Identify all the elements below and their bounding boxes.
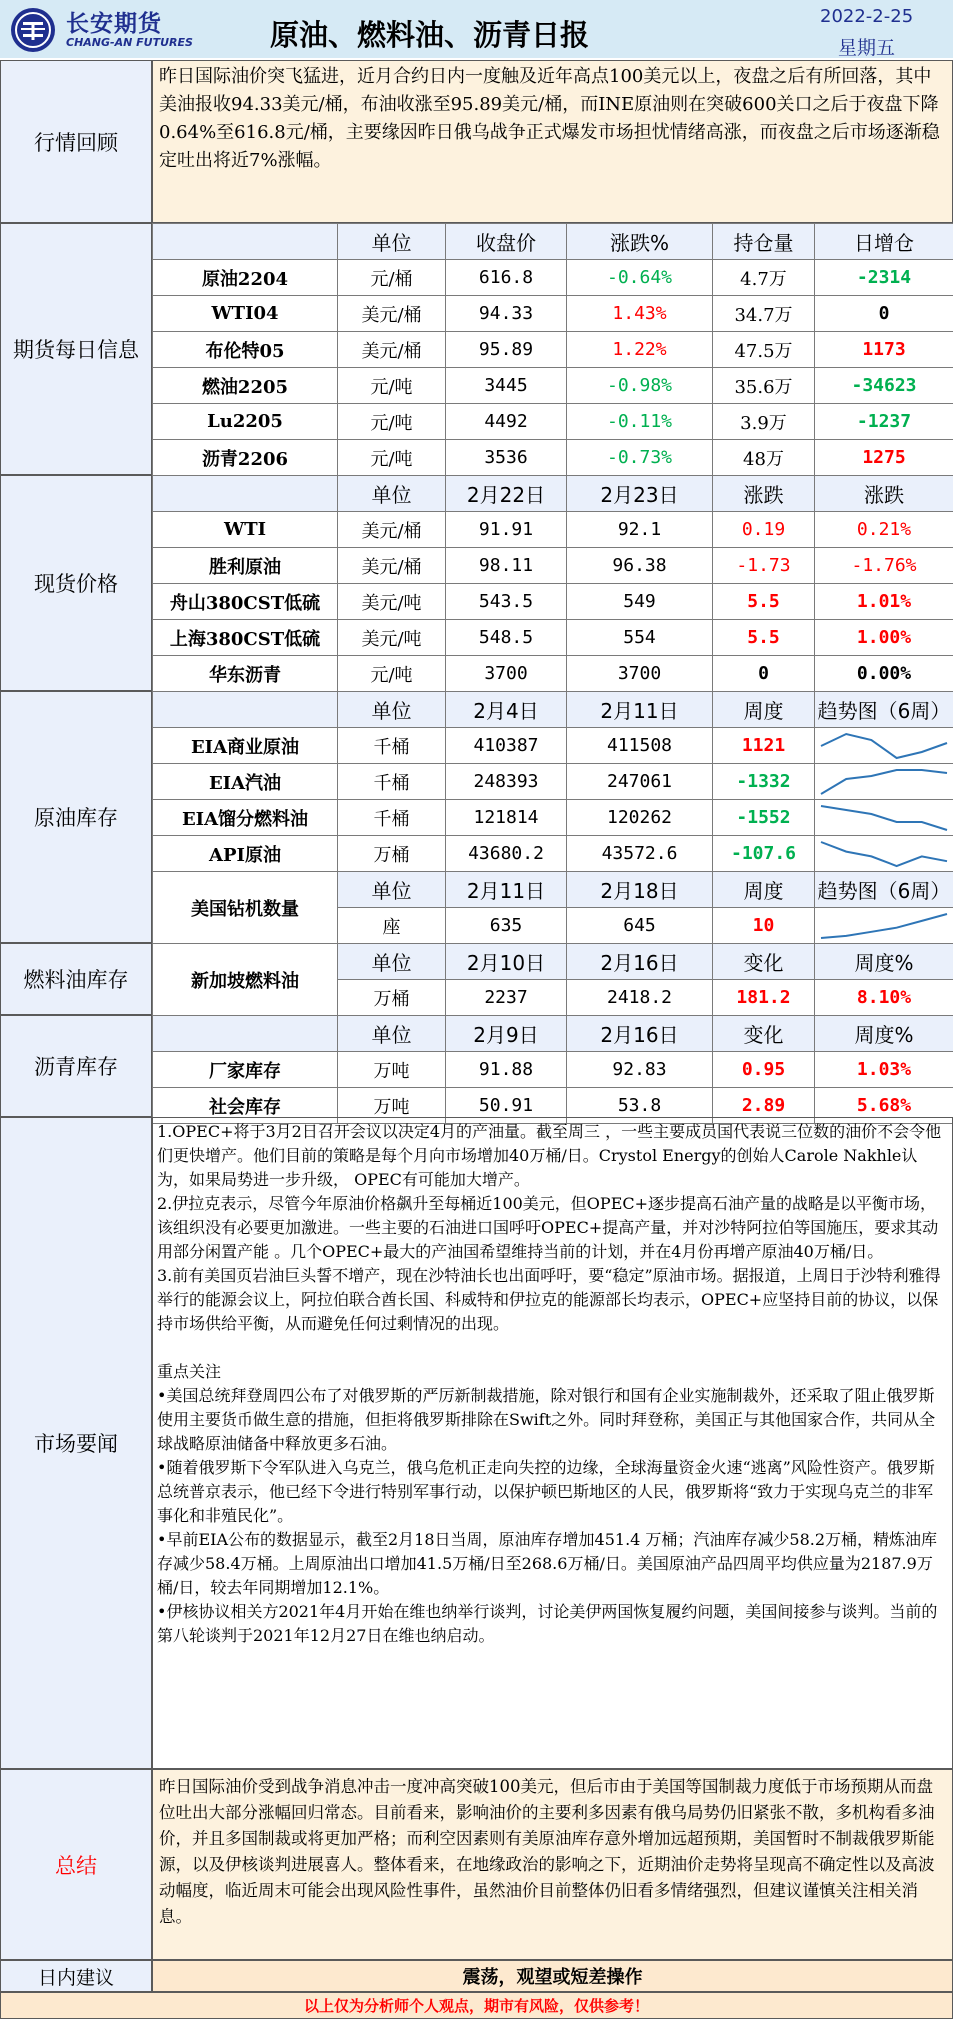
crude-name: EIA商业原油	[153, 728, 338, 764]
asphalt-chg: 0.95	[713, 1052, 815, 1088]
trend-sparkline	[819, 731, 949, 761]
asphalt-header-row	[153, 1016, 953, 1052]
trend-line	[821, 734, 947, 758]
crude-chg: -107.6	[713, 836, 815, 872]
crude-unit: 千桶	[338, 764, 446, 800]
spot-d1: 91.91	[446, 512, 567, 548]
crude-header-d1: 2月4日	[446, 692, 567, 728]
review-text: 昨日国际油价突飞猛进，近月合约日内一度触及近年高点100美元以上，夜盘之后有所回落，其中美油报收94.33美元/桶，布油收涨至95.89美元/桶，而INE原油则在突破600关口之后于夜盘下降0.64%至616.8元/桶，主要缘因昨日俄乌战争正式爆发市场担忧情绪高涨，而夜盘之后市场逐渐稳定吐出将近7%涨幅。	[152, 60, 953, 223]
asphalt-d2: 53.8	[567, 1088, 713, 1124]
asphalt-pct: 1.03%	[815, 1052, 953, 1088]
futures-name: 布伦特05	[153, 332, 338, 368]
asphalt-d2: 92.83	[567, 1052, 713, 1088]
fuel-pct: 8.10%	[815, 980, 953, 1016]
spot-d1: 3700	[446, 656, 567, 692]
spot-row	[153, 548, 953, 584]
crude-chg: -1332	[713, 764, 815, 800]
spot-name: 胜利原油	[153, 548, 338, 584]
crude-row	[153, 728, 953, 764]
futures-oi: 4.7万	[713, 260, 815, 296]
asphalt-name: 厂家库存	[153, 1052, 338, 1088]
crude-trend	[815, 800, 953, 836]
asphalt-header-d2: 2月16日	[567, 1016, 713, 1052]
crude-row	[153, 764, 953, 800]
crude-chg: 1121	[713, 728, 815, 764]
section-label-fuel-stock: 燃料油库存	[0, 943, 152, 1015]
spot-d1: 543.5	[446, 584, 567, 620]
spot-d2: 554	[567, 620, 713, 656]
crude-d1: 43680.2	[446, 836, 567, 872]
report-title: 原油、燃料油、沥青日报	[270, 18, 590, 52]
spot-name: 上海380CST低硫	[153, 620, 338, 656]
spot-name: 华东沥青	[153, 656, 338, 692]
report-header	[0, 0, 953, 60]
futures-change: 1.43%	[567, 296, 713, 332]
crude-header-trend: 趋势图（6周）	[815, 692, 953, 728]
futures-row	[153, 368, 953, 404]
crude-d2: 120262	[567, 800, 713, 836]
futures-name: WTI04	[153, 296, 338, 332]
fuel-unit: 万桶	[338, 980, 446, 1016]
crude-trend	[815, 764, 953, 800]
rig-header-trend: 趋势图（6周）	[815, 872, 953, 908]
spot-unit: 美元/吨	[338, 620, 446, 656]
trend-sparkline	[819, 839, 949, 869]
spot-chg: 0.19	[713, 512, 815, 548]
crude-d1: 121814	[446, 800, 567, 836]
section-label-summary: 总结	[0, 1769, 152, 1960]
rig-d1: 635	[446, 908, 567, 944]
fuel-header-d2: 2月16日	[567, 944, 713, 980]
crude-chg: -1552	[713, 800, 815, 836]
spot-unit: 美元/桶	[338, 512, 446, 548]
futures-close: 95.89	[446, 332, 567, 368]
crude-unit: 千桶	[338, 800, 446, 836]
futures-oi: 48万	[713, 440, 815, 476]
trend-line	[821, 914, 947, 938]
crude-name: API原油	[153, 836, 338, 872]
rig-header-unit: 单位	[338, 872, 446, 908]
disclaimer-footer: 以上仅为分析师个人观点，期市有风险，仅供参考！	[0, 1992, 953, 2019]
news-paragraph: 3.前有美国页岩油巨头誓不增产，现在沙特油长也出面呼吁，要“稳定”原油市场。据报道，上周日于沙特利雅得举行的能源会议上，阿拉伯联合酋长国、科威特和伊拉克的能源部长均表示，OPEC+应坚持目前的协议，以保持市场供给平衡，从而避免任何过剩情况的出现。	[157, 1266, 941, 1333]
fuel-header-chg: 变化	[713, 944, 815, 980]
section-label-review: 行情回顾	[0, 60, 152, 223]
crude-name: EIA汽油	[153, 764, 338, 800]
rig-header-row	[153, 872, 953, 908]
spot-header-blank	[153, 476, 338, 512]
futures-oi: 35.6万	[713, 368, 815, 404]
spot-header-pct: 涨跌	[815, 476, 953, 512]
crude-d1: 248393	[446, 764, 567, 800]
news-focus-item: •随着俄罗斯下令军队进入乌克兰，俄乌危机正走向失控的边缘，全球海量资金火速“逃离”风险性资产。俄罗斯总统普京表示，他已经下令进行特别军事行动，以保护顿巴斯地区的人民，俄罗斯将“致力于实现乌克兰的非军事化和非殖民化”。	[157, 1458, 935, 1525]
spot-pct: 0.00%	[815, 656, 953, 692]
fuel-header-unit: 单位	[338, 944, 446, 980]
crude-header-row	[153, 692, 953, 728]
summary-text: 昨日国际油价受到战争消息冲击一度冲高突破100美元，但后市由于美国等国制裁力度低于市场预期从而盘位吐出大部分涨幅回归常态。目前看来，影响油价的主要利多因素有俄乌局势仍旧紧张不散，多机构看多油价，并且多国制裁或将更加严格；而利空因素则有美原油库存意外增加远超预期，美国暂时不制裁俄罗斯能源，以及伊核谈判进展喜人。整体看来，在地缘政治的影响之下，近期油价走势将呈现高不确定性以及高波动幅度，临近周末可能会出现风险性事件，虽然油价目前整体仍旧看多情绪强烈，但建议谨慎关注相关消息。	[152, 1769, 953, 1960]
asphalt-pct: 5.68%	[815, 1088, 953, 1124]
section-label-asphalt-stock: 沥青库存	[0, 1015, 152, 1117]
rig-trend	[815, 908, 953, 944]
fuel-d2: 2418.2	[567, 980, 713, 1016]
crude-trend	[815, 728, 953, 764]
spot-row	[153, 656, 953, 692]
futures-name: 沥青2206	[153, 440, 338, 476]
spot-pct: 1.00%	[815, 620, 953, 656]
fuel-header-row	[153, 944, 953, 980]
company-name-en: CHANG-AN FUTURES	[66, 36, 193, 49]
crude-d2: 247061	[567, 764, 713, 800]
futures-add: -1237	[815, 404, 953, 440]
company-name-cn: 长安期货	[66, 11, 162, 37]
futures-name: 原油2204	[153, 260, 338, 296]
trend-line	[821, 842, 947, 866]
futures-row	[153, 260, 953, 296]
asphalt-d1: 91.88	[446, 1052, 567, 1088]
market-news	[152, 1117, 953, 1769]
futures-close: 3445	[446, 368, 567, 404]
spot-d1: 548.5	[446, 620, 567, 656]
spot-unit: 元/吨	[338, 656, 446, 692]
asphalt-stock-table	[152, 1015, 953, 1124]
futures-header-row	[153, 224, 953, 260]
futures-header-blank	[153, 224, 338, 260]
futures-row	[153, 296, 953, 332]
futures-header-add: 日增仓	[815, 224, 953, 260]
asphalt-header-chg: 变化	[713, 1016, 815, 1052]
section-label-advice: 日内建议	[0, 1960, 152, 1992]
futures-change: 1.22%	[567, 332, 713, 368]
futures-oi: 34.7万	[713, 296, 815, 332]
crude-trend	[815, 836, 953, 872]
spot-d2: 92.1	[567, 512, 713, 548]
spot-name: WTI	[153, 512, 338, 548]
spot-d1: 98.11	[446, 548, 567, 584]
trend-sparkline	[819, 911, 949, 941]
section-label-crude-stock: 原油库存	[0, 691, 152, 943]
section-label-news: 市场要闻	[0, 1117, 152, 1769]
spot-d2: 3700	[567, 656, 713, 692]
crude-unit: 千桶	[338, 728, 446, 764]
futures-header-change: 涨跌%	[567, 224, 713, 260]
spot-d2: 549	[567, 584, 713, 620]
spot-unit: 美元/吨	[338, 584, 446, 620]
spot-pct: -1.76%	[815, 548, 953, 584]
news-focus-item: •美国总统拜登周四公布了对俄罗斯的严厉新制裁措施，除对银行和国有企业实施制裁外，还采取了阻止俄罗斯使用主要货币做生意的措施，但拒将俄罗斯排除在Swift之外。同时拜登称，美国正与其他国家合作，共同从全球战略原油储备中释放更多石油。	[157, 1386, 936, 1453]
section-label-spot: 现货价格	[0, 475, 152, 691]
futures-row	[153, 404, 953, 440]
news-focus-item: •早前EIA公布的数据显示，截至2月18日当周，原油库存增加451.4 万桶；汽油库存减少58.2万桶，精炼油库存减少58.4万桶。上周原油出口增加41.5万桶/日至268.6万桶/日。美国原油产品四周平均供应量为2187.9万桶/日，较去年同期增加12.1%。	[157, 1530, 938, 1597]
futures-unit: 元/桶	[338, 260, 446, 296]
fuel-stock-name: 新加坡燃料油	[153, 944, 338, 1016]
crude-header-d2: 2月11日	[567, 692, 713, 728]
futures-name: 燃油2205	[153, 368, 338, 404]
spot-header-unit: 单位	[338, 476, 446, 512]
futures-close: 616.8	[446, 260, 567, 296]
spot-header-d2: 2月23日	[567, 476, 713, 512]
futures-unit: 元/吨	[338, 368, 446, 404]
futures-row	[153, 332, 953, 368]
intraday-advice: 震荡，观望或短差操作	[152, 1960, 953, 1992]
futures-add: 0	[815, 296, 953, 332]
spot-row	[153, 584, 953, 620]
futures-unit: 元/吨	[338, 404, 446, 440]
spot-header-chg: 涨跌	[713, 476, 815, 512]
crude-row	[153, 800, 953, 836]
futures-close: 3536	[446, 440, 567, 476]
futures-table	[152, 223, 953, 476]
futures-header-unit: 单位	[338, 224, 446, 260]
futures-add: 1275	[815, 440, 953, 476]
futures-oi: 3.9万	[713, 404, 815, 440]
rig-count-name: 美国钻机数量	[153, 872, 338, 944]
futures-close: 94.33	[446, 296, 567, 332]
futures-unit: 美元/桶	[338, 332, 446, 368]
futures-change: -0.11%	[567, 404, 713, 440]
asphalt-header-d1: 2月9日	[446, 1016, 567, 1052]
spot-table	[152, 475, 953, 692]
crude-header-blank	[153, 692, 338, 728]
asphalt-unit: 万吨	[338, 1052, 446, 1088]
asphalt-chg: 2.89	[713, 1088, 815, 1124]
crude-d2: 411508	[567, 728, 713, 764]
spot-unit: 美元/桶	[338, 548, 446, 584]
chang-an-logo-icon	[8, 6, 58, 54]
fuel-header-d1: 2月10日	[446, 944, 567, 980]
futures-header-close: 收盘价	[446, 224, 567, 260]
futures-oi: 47.5万	[713, 332, 815, 368]
crude-header-unit: 单位	[338, 692, 446, 728]
futures-add: -34623	[815, 368, 953, 404]
news-focus-item: •伊核协议相关方2021年4月开始在维也纳举行谈判，讨论美伊两国恢复履约问题，美国间接参与谈判。当前的第八轮谈判于2021年12月27日在维也纳启动。	[157, 1602, 938, 1645]
crude-unit: 万桶	[338, 836, 446, 872]
spot-row	[153, 620, 953, 656]
crude-header-chg: 周度	[713, 692, 815, 728]
asphalt-d1: 50.91	[446, 1088, 567, 1124]
futures-unit: 美元/桶	[338, 296, 446, 332]
asphalt-header-unit: 单位	[338, 1016, 446, 1052]
futures-change: -0.64%	[567, 260, 713, 296]
crude-d1: 410387	[446, 728, 567, 764]
asphalt-header-pct: 周度%	[815, 1016, 953, 1052]
futures-change: -0.98%	[567, 368, 713, 404]
futures-header-oi: 持仓量	[713, 224, 815, 260]
trend-line	[821, 770, 947, 794]
crude-row	[153, 836, 953, 872]
news-paragraph: 2.伊拉克表示，尽管今年原油价格飙升至每桶近100美元，但OPEC+逐步提高石油产量的战略是以平衡市场，该组织没有必要更加激进。一些主要的石油进口国呼吁OPEC+提高产量，并对沙特阿拉伯等国施压，要求其动用部分闲置产能 。几个OPEC+最大的产油国希望维持当前的计划，并在4月份再增产原油40万桶/日。	[157, 1194, 939, 1261]
spot-chg: 5.5	[713, 584, 815, 620]
rig-d2: 645	[567, 908, 713, 944]
crude-name: EIA馏分燃料油	[153, 800, 338, 836]
fuel-chg: 181.2	[713, 980, 815, 1016]
spot-row	[153, 512, 953, 548]
spot-chg: 5.5	[713, 620, 815, 656]
rig-chg: 10	[713, 908, 815, 944]
futures-change: -0.73%	[567, 440, 713, 476]
rig-header-chg: 周度	[713, 872, 815, 908]
spot-header-row	[153, 476, 953, 512]
report-date: 2022-2-25	[820, 6, 914, 27]
asphalt-name: 社会库存	[153, 1088, 338, 1124]
fuel-stock-table	[152, 943, 953, 1016]
spot-pct: 0.21%	[815, 512, 953, 548]
rig-unit: 座	[338, 908, 446, 944]
fuel-header-pct: 周度%	[815, 944, 953, 980]
spot-header-d1: 2月22日	[446, 476, 567, 512]
asphalt-row	[153, 1052, 953, 1088]
futures-close: 4492	[446, 404, 567, 440]
fuel-d1: 2237	[446, 980, 567, 1016]
section-label-futures: 期货每日信息	[0, 223, 152, 475]
futures-row	[153, 440, 953, 476]
spot-d2: 96.38	[567, 548, 713, 584]
futures-add: 1173	[815, 332, 953, 368]
crude-d2: 43572.6	[567, 836, 713, 872]
futures-add: -2314	[815, 260, 953, 296]
trend-line	[821, 806, 947, 830]
asphalt-unit: 万吨	[338, 1088, 446, 1124]
crude-stock-table	[152, 691, 953, 944]
news-paragraph: 1.OPEC+将于3月2日召开会议以决定4月的产油量。截至周三 ，一些主要成员国代表说三位数的油价不会令他们更快增产。他们目前的策略是每个月向市场增加40万桶/日。Crystol Energy的创始人Carole Nakhle认为，如果局势进一步升级， OPEC有可能加大增产。	[157, 1122, 942, 1189]
trend-sparkline	[819, 767, 949, 797]
rig-header-d2: 2月18日	[567, 872, 713, 908]
spot-name: 舟山380CST低硫	[153, 584, 338, 620]
asphalt-header-blank	[153, 1016, 338, 1052]
futures-name: Lu2205	[153, 404, 338, 440]
spot-chg: 0	[713, 656, 815, 692]
news-focus-title: 重点关注	[157, 1362, 222, 1381]
report-weekday: 星期五	[838, 37, 896, 59]
trend-sparkline	[819, 803, 949, 833]
rig-header-d1: 2月11日	[446, 872, 567, 908]
futures-unit: 元/吨	[338, 440, 446, 476]
spot-chg: -1.73	[713, 548, 815, 584]
spot-pct: 1.01%	[815, 584, 953, 620]
